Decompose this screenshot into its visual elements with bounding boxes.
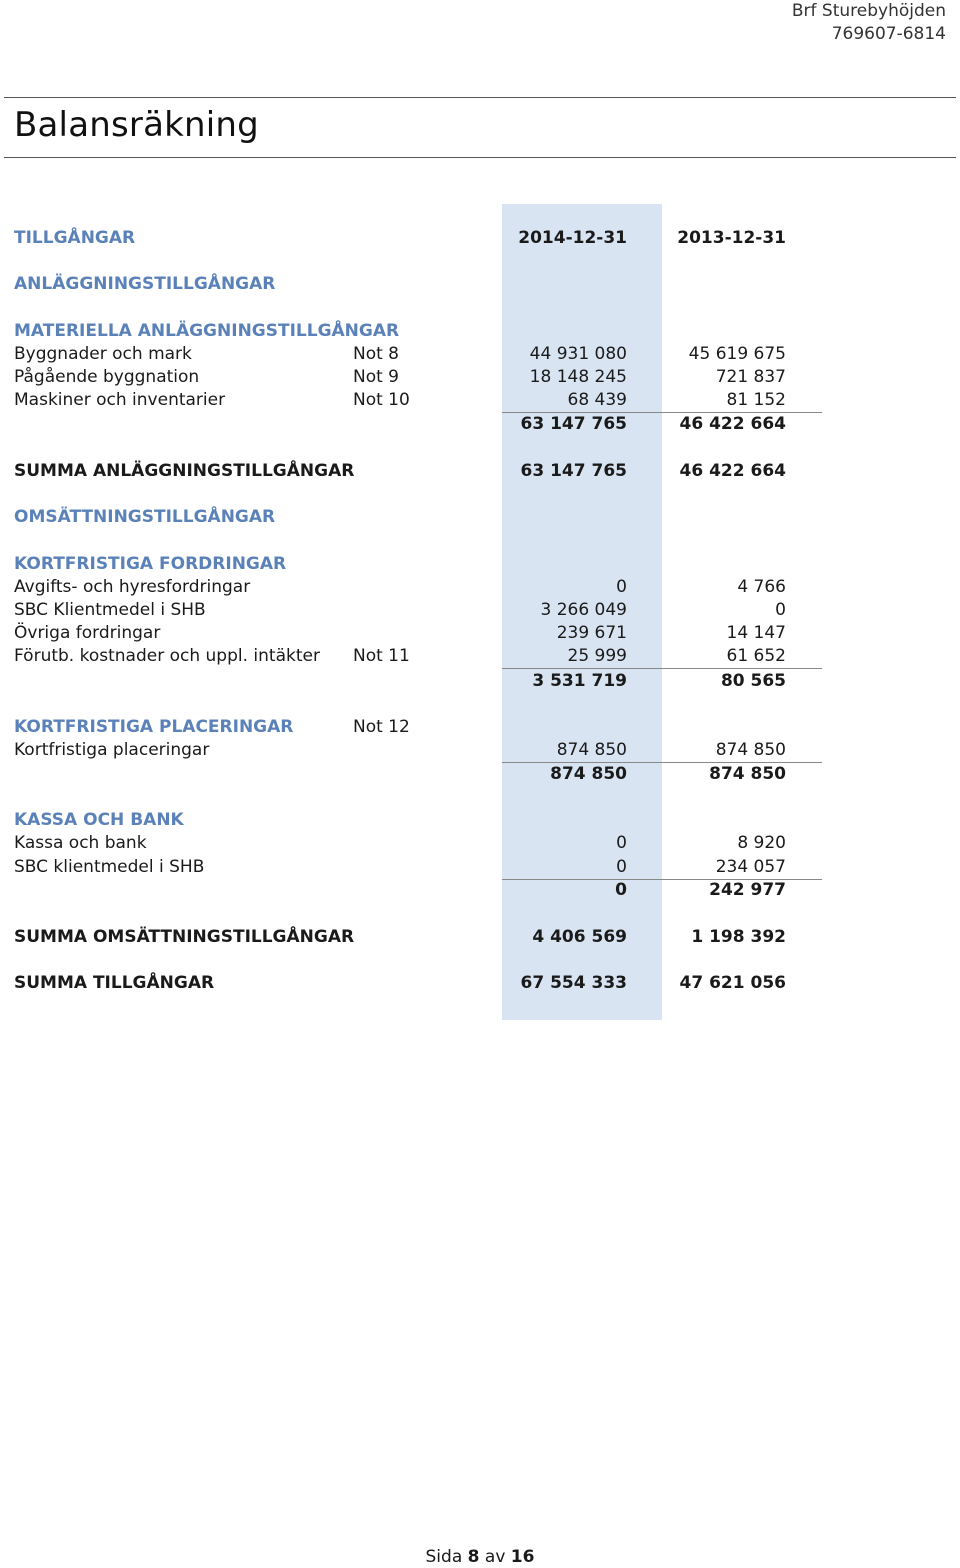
row-label: SBC Klientmedel i SHB [14, 600, 206, 620]
subtotal-row [0, 670, 960, 693]
page-prefix: Sida [425, 1547, 463, 1567]
row-value-2013: 8 920 [737, 833, 786, 853]
section-heading-anlaggning: ANLÄGGNINGSTILLGÅNGAR [14, 274, 276, 294]
row-label: Maskiner och inventarier [14, 390, 226, 410]
title-divider [4, 157, 956, 158]
page-number [0, 1546, 960, 1568]
subtotal-2013: 874 850 [709, 764, 786, 784]
row-value-2013: 874 850 [715, 740, 786, 760]
row-value-2014: 0 [616, 577, 627, 597]
total-2014: 67 554 333 [520, 973, 627, 993]
section-heading-omsattning: OMSÄTTNINGSTILLGÅNGAR [14, 507, 276, 527]
row-label: SBC klientmedel i SHB [14, 857, 205, 877]
row-value-2013: 81 152 [726, 390, 786, 410]
section-heading-row [0, 553, 960, 576]
section-heading-placeringar: KORTFRISTIGA PLACERINGAR [14, 717, 294, 737]
subtotal-2014: 63 147 765 [520, 414, 627, 434]
row-label: Övriga fordringar [14, 623, 161, 643]
subtotal-row [0, 879, 960, 902]
section-heading-tillgangar: TILLGÅNGAR [14, 228, 136, 248]
row-value-2013: 234 057 [715, 857, 786, 877]
table-row [0, 389, 960, 412]
row-value-2014: 0 [616, 833, 627, 853]
row-value-2014: 239 671 [556, 623, 627, 643]
subtotal-row [0, 763, 960, 786]
table-row [0, 576, 960, 599]
column-year-2014: 2014-12-31 [518, 228, 627, 248]
subtotal-2014: 3 531 719 [532, 671, 627, 691]
current-page: 8 [467, 1547, 480, 1567]
row-value-2014: 0 [616, 857, 627, 877]
row-note: Not 11 [353, 646, 410, 666]
page-separator: av [484, 1547, 506, 1567]
section-heading-row [0, 273, 960, 296]
section-heading-row [0, 506, 960, 529]
table-row [0, 343, 960, 366]
row-label: Kortfristiga placeringar [14, 740, 210, 760]
row-value-2014: 68 439 [567, 390, 627, 410]
section-heading-row [0, 320, 960, 343]
row-value-2014: 18 148 245 [529, 367, 627, 387]
row-value-2013: 45 619 675 [688, 344, 786, 364]
row-label: Förutb. kostnader och uppl. intäkter [14, 646, 320, 666]
row-note: Not 8 [353, 344, 400, 364]
row-value-2013: 61 652 [726, 646, 786, 666]
table-row [0, 622, 960, 645]
total-2013: 47 621 056 [679, 973, 786, 993]
subtotal-line [502, 668, 822, 669]
row-note: Not 12 [353, 717, 410, 737]
subtotal-2013: 46 422 664 [679, 414, 786, 434]
total-label: SUMMA OMSÄTTNINGSTILLGÅNGAR [14, 927, 355, 947]
column-header-row [0, 227, 960, 250]
total-label: SUMMA ANLÄGGNINGSTILLGÅNGAR [14, 461, 355, 481]
total-2013: 46 422 664 [679, 461, 786, 481]
row-label: Avgifts- och hyresfordringar [14, 577, 251, 597]
subtotal-2014: 0 [615, 880, 627, 900]
page-title: Balansräkning [14, 105, 259, 145]
organization-header [792, 0, 946, 46]
subtotal-2013: 242 977 [709, 880, 786, 900]
total-2013: 1 198 392 [691, 927, 786, 947]
org-name: Brf Sturebyhöjden [791, 1, 946, 21]
row-label: Kassa och bank [14, 833, 147, 853]
table-row [0, 832, 960, 855]
top-divider [4, 97, 956, 98]
subtotal-2013: 80 565 [720, 671, 786, 691]
row-value-2013: 721 837 [715, 367, 786, 387]
table-row [0, 645, 960, 668]
section-heading-kassa: KASSA OCH BANK [14, 810, 184, 830]
row-value-2014: 25 999 [567, 646, 627, 666]
table-row [0, 599, 960, 622]
row-value-2014: 874 850 [556, 740, 627, 760]
total-pages: 16 [510, 1547, 535, 1567]
total-row [0, 972, 960, 995]
section-heading-row [0, 809, 960, 832]
total-2014: 63 147 765 [520, 461, 627, 481]
row-value-2013: 0 [775, 600, 786, 620]
row-value-2014: 44 931 080 [529, 344, 627, 364]
total-2014: 4 406 569 [532, 927, 627, 947]
row-note: Not 10 [353, 390, 410, 410]
table-row [0, 856, 960, 879]
section-heading-row [0, 716, 960, 739]
total-row [0, 926, 960, 949]
row-label: Byggnader och mark [14, 344, 192, 364]
org-number: 769607-6814 [831, 24, 946, 44]
subtotal-2014: 874 850 [550, 764, 627, 784]
row-note: Not 9 [353, 367, 400, 387]
column-year-2013: 2013-12-31 [677, 228, 786, 248]
row-value-2014: 3 266 049 [540, 600, 627, 620]
total-row [0, 460, 960, 483]
section-heading-fordringar: KORTFRISTIGA FORDRINGAR [14, 554, 287, 574]
table-row [0, 366, 960, 389]
subtotal-row [0, 413, 960, 436]
table-row [0, 739, 960, 762]
total-label: SUMMA TILLGÅNGAR [14, 973, 215, 993]
row-value-2013: 4 766 [737, 577, 786, 597]
row-label: Pågående byggnation [14, 367, 200, 387]
row-value-2013: 14 147 [726, 623, 786, 643]
section-heading-materiella: MATERIELLA ANLÄGGNINGSTILLGÅNGAR [14, 321, 400, 341]
